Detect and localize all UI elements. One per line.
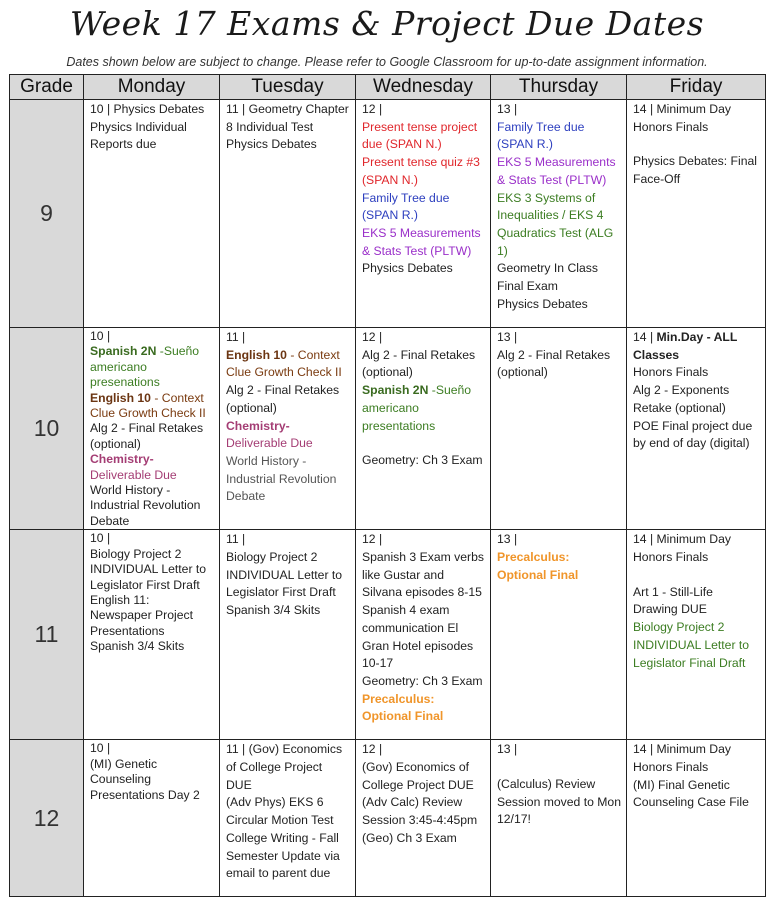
page-subtitle: Dates shown below are subject to change. Please refer to Google Classroom for up-to-date assignment information.: [66, 55, 708, 69]
entry: Family Tree due (SPAN R.): [497, 119, 585, 152]
schedule-table: [9, 74, 766, 897]
entry: 11 | (Gov) Economics of College Project DUE: [226, 742, 343, 792]
entry: Spanish 3 Exam verbs like Gustar and Silvana episodes 8-15: [362, 549, 484, 600]
cell-11-wednesday: [356, 530, 491, 740]
entry: (MI) Final Genetic Counseling Case File: [633, 777, 749, 810]
entry: (Adv Calc) Review Session 3:45-4:45pm: [362, 795, 478, 828]
entry: Geometry: Ch 3 Exam: [362, 453, 483, 468]
grade-10-row: [10, 328, 766, 530]
entry-text: -Sueño americano presentations: [362, 383, 472, 433]
entry: Alg 2 - Final Retakes (optional): [497, 347, 611, 380]
entry: Alg 2 - Final Retakes (optional): [362, 347, 476, 380]
entry: [90, 344, 214, 390]
entry: Biology Project 2 INDIVIDUAL Letter to Legislator Final Draft: [633, 620, 750, 670]
cell-11-tuesday: [220, 530, 356, 740]
entry: (MI) Genetic Counseling Presentations Day 2: [90, 756, 200, 802]
entry: Family Tree due (SPAN R.): [362, 190, 450, 223]
entry-text: - Context Clue Growth Check II: [90, 390, 206, 421]
entry: 14 | Minimum Day: [633, 532, 731, 547]
entry: 10 | Physics Debates: [90, 102, 205, 116]
cell-12-monday: [84, 740, 220, 897]
header-grade: Grade: [10, 75, 84, 100]
course-name: Chemistry-: [226, 418, 290, 433]
entry: EKS 3 Systems of Inequalities / EKS 4 Quadratics Test (ALG 1): [497, 190, 614, 258]
entry: 12 |: [362, 330, 383, 344]
entry: 11 |: [226, 532, 246, 547]
entry: EKS 5 Measurements & Stats Test (PLTW): [497, 155, 616, 187]
entry: Biology Project 2 INDIVIDUAL Letter to Legislator First Draft: [226, 549, 343, 600]
entry: World History - Industrial Revolution Debate: [90, 483, 201, 528]
entry: 13 |: [497, 742, 518, 757]
cell-12-wednesday: [356, 740, 491, 897]
entry: Present tense quiz #3 (SPAN N.): [362, 155, 480, 187]
cell-10-monday: [84, 328, 220, 530]
course-name: English 10: [90, 390, 151, 405]
header-tuesday: Tuesday: [220, 75, 356, 100]
grade-label: 11: [10, 530, 84, 740]
entry: World History - Industrial Revolution Debate: [226, 453, 337, 504]
day-number: 14 |: [633, 330, 657, 344]
entry: [226, 347, 350, 382]
entry: Honors Finals: [633, 759, 709, 774]
entry-text: -Sueño americano presenations: [90, 344, 200, 390]
entry: (Calculus) Review Session moved to Mon 12/17!: [497, 776, 621, 827]
entry: Physics Debates: Final Face-Off: [633, 154, 757, 187]
entry: Geometry: Ch 3 Exam: [362, 673, 483, 688]
cell-9-friday: [627, 100, 766, 328]
entry: [90, 391, 214, 422]
entry: 13 |: [497, 532, 518, 547]
entry: 13 |: [497, 330, 518, 344]
entry: (Adv Phys) EKS 6 Circular Motion Test: [226, 795, 334, 828]
course-name: Chemistry-: [90, 452, 154, 467]
entry: College Writing - Fall Semester Update via email to parent due: [226, 830, 340, 881]
spacer: [497, 759, 621, 776]
entry: Deliverable Due: [226, 436, 313, 451]
entry: 10 |: [90, 741, 111, 756]
entry: Honors Finals: [633, 119, 709, 134]
cell-11-thursday: [491, 530, 627, 740]
cell-12-thursday: [491, 740, 627, 897]
entry: Spanish 3/4 Skits: [226, 603, 321, 618]
grade-label: 12: [10, 740, 84, 897]
spacer: [633, 136, 760, 153]
entry: 12 |: [362, 102, 383, 116]
entry: 12 |: [362, 742, 383, 757]
course-name: Spanish 2N: [90, 344, 157, 359]
entry: 11 |: [226, 330, 246, 344]
entry-text: - Context Clue Growth Check II: [226, 347, 342, 380]
spacer: [633, 567, 760, 584]
entry: EKS 5 Measurements & Stats Test (PLTW): [362, 225, 481, 258]
page-title: Week 17 Exams & Project Due Dates: [69, 4, 705, 43]
entry: Honors Finals: [633, 549, 709, 564]
entry: Honors Finals: [633, 365, 709, 380]
entry: Precalculus: Optional Final: [362, 691, 444, 724]
entry: Physics Debates: [497, 296, 588, 311]
entry: 14 | Minimum Day: [633, 102, 731, 116]
spacer: [362, 435, 485, 452]
cell-12-tuesday: [220, 740, 356, 897]
entry: 13 |: [497, 102, 518, 116]
cell-11-monday: [84, 530, 220, 740]
entry: Present tense project due (SPAN N.): [362, 119, 478, 152]
entry: (Geo) Ch 3 Exam: [362, 830, 457, 845]
cell-10-tuesday: [220, 328, 356, 530]
entry-text: Min.Day - ALL Classes: [633, 330, 738, 362]
grade-9-row: [10, 100, 766, 328]
grade-12-row: [10, 740, 766, 897]
header-thursday: Thursday: [491, 75, 627, 100]
entry: Alg 2 - Exponents Retake (optional): [633, 383, 730, 415]
cell-9-thursday: [491, 100, 627, 328]
entry: Deliverable Due: [90, 467, 177, 482]
entry: Physics Debates: [362, 261, 453, 276]
cell-11-friday: [627, 530, 766, 740]
grade-label: 10: [10, 328, 84, 530]
entry: Physics Individual Reports due: [90, 119, 187, 152]
entry: Spanish 4 exam communication El Gran Hotel episodes 10-17: [362, 603, 474, 671]
entry: Alg 2 - Final Retakes (optional): [226, 383, 340, 415]
entry: (Gov) Economics of College Project DUE: [362, 759, 474, 792]
entry: English 11: Newspaper Project Presentations: [90, 592, 193, 638]
entry: 10 |: [90, 329, 111, 343]
entry: Precalculus: Optional Final: [497, 549, 579, 582]
header-wednesday: Wednesday: [356, 75, 491, 100]
entry: Geometry In Class Final Exam: [497, 261, 598, 294]
header-friday: Friday: [627, 75, 766, 100]
cell-9-monday: [84, 100, 220, 328]
entry: Physics Debates: [226, 137, 317, 152]
cell-10-wednesday: [356, 328, 491, 530]
entry: POE Final project due by end of day (digital): [633, 418, 753, 451]
entry: Art 1 - Still-Life Drawing DUE: [633, 584, 713, 617]
header-row: [10, 75, 766, 100]
entry: 12 |: [362, 532, 383, 547]
entry: Spanish 3/4 Skits: [90, 639, 185, 654]
entry: [362, 382, 485, 435]
entry: [633, 329, 760, 364]
entry: 11 | Geometry Chapter 8 Individual Test: [226, 102, 349, 134]
cell-10-friday: [627, 328, 766, 530]
entry: Alg 2 - Final Retakes (optional): [90, 421, 204, 451]
entry: 14 | Minimum Day: [633, 742, 731, 757]
entry: 10 |: [90, 531, 111, 546]
cell-9-tuesday: [220, 100, 356, 328]
course-name: English 10: [226, 347, 287, 362]
cell-12-friday: [627, 740, 766, 897]
cell-10-thursday: [491, 328, 627, 530]
grade-label: 9: [10, 100, 84, 328]
entry: Biology Project 2 INDIVIDUAL Letter to Legislator First Draft: [90, 546, 207, 592]
header-monday: Monday: [84, 75, 220, 100]
course-name: Spanish 2N: [362, 383, 429, 398]
grade-11-row: [10, 530, 766, 740]
cell-9-wednesday: [356, 100, 491, 328]
